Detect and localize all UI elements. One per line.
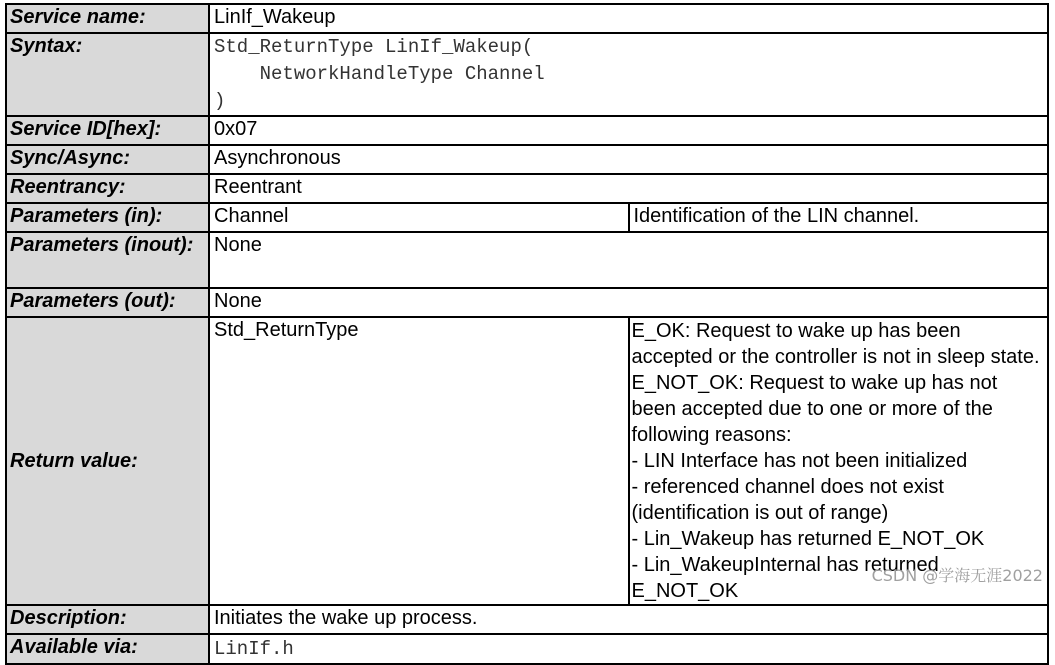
value-available-via: LinIf.h xyxy=(209,634,1048,664)
return-type: Std_ReturnType xyxy=(209,317,629,605)
label-params-in: Parameters (in): xyxy=(6,203,209,232)
label-return-value: Return value: xyxy=(6,317,209,605)
return-reason-4: - Lin_WakeupInternal has returned E_NOT_OK xyxy=(631,554,939,602)
row-params-in xyxy=(6,203,1048,232)
row-description xyxy=(6,605,1048,634)
value-description: Initiates the wake up process. xyxy=(209,605,1048,634)
value-service-id: 0x07 xyxy=(209,116,1048,145)
return-desc xyxy=(629,317,1049,605)
watermark: CSDN @学海无涯2022 xyxy=(871,566,1043,585)
value-params-out: None xyxy=(209,288,1048,317)
label-params-inout: Parameters (inout): xyxy=(6,232,209,288)
label-available-via: Available via: xyxy=(6,634,209,664)
label-service-name: Service name: xyxy=(6,4,209,33)
syntax-line-2: NetworkHandleType Channel xyxy=(214,63,545,85)
return-line-e-ok: E_OK: Request to wake up has been accepted or the controller is not in sleep state. xyxy=(631,320,1040,368)
row-available-via xyxy=(6,634,1048,664)
label-description: Description: xyxy=(6,605,209,634)
value-sync-async: Asynchronous xyxy=(209,145,1048,174)
row-sync-async xyxy=(6,145,1048,174)
row-params-inout xyxy=(6,232,1048,288)
row-params-out xyxy=(6,288,1048,317)
value-syntax xyxy=(209,33,1048,116)
return-reason-1: - LIN Interface has not been initialized xyxy=(631,450,968,472)
return-reason-3: - Lin_Wakeup has returned E_NOT_OK xyxy=(631,528,985,550)
row-service-id xyxy=(6,116,1048,145)
value-reentrancy: Reentrant xyxy=(209,174,1048,203)
return-reason-2: - referenced channel does not exist (identification is out of range) xyxy=(631,476,944,524)
label-reentrancy: Reentrancy: xyxy=(6,174,209,203)
value-params-inout: None xyxy=(209,232,1048,288)
label-sync-async: Sync/Async: xyxy=(6,145,209,174)
syntax-line-1: Std_ReturnType LinIf_Wakeup( xyxy=(214,36,534,58)
value-service-name: LinIf_Wakeup xyxy=(209,4,1048,33)
label-syntax: Syntax: xyxy=(6,33,209,116)
row-syntax xyxy=(6,33,1048,116)
params-in-desc: Identification of the LIN channel. xyxy=(629,203,1049,232)
row-service-name xyxy=(6,4,1048,33)
label-service-id: Service ID[hex]: xyxy=(6,116,209,145)
row-return-value xyxy=(6,317,1048,605)
row-reentrancy xyxy=(6,174,1048,203)
return-line-e-not-ok: E_NOT_OK: Request to wake up has not been accepted due to one or more of the following reasons: xyxy=(631,372,998,446)
label-params-out: Parameters (out): xyxy=(6,288,209,317)
syntax-line-3: ) xyxy=(214,90,226,112)
params-in-name: Channel xyxy=(209,203,629,232)
